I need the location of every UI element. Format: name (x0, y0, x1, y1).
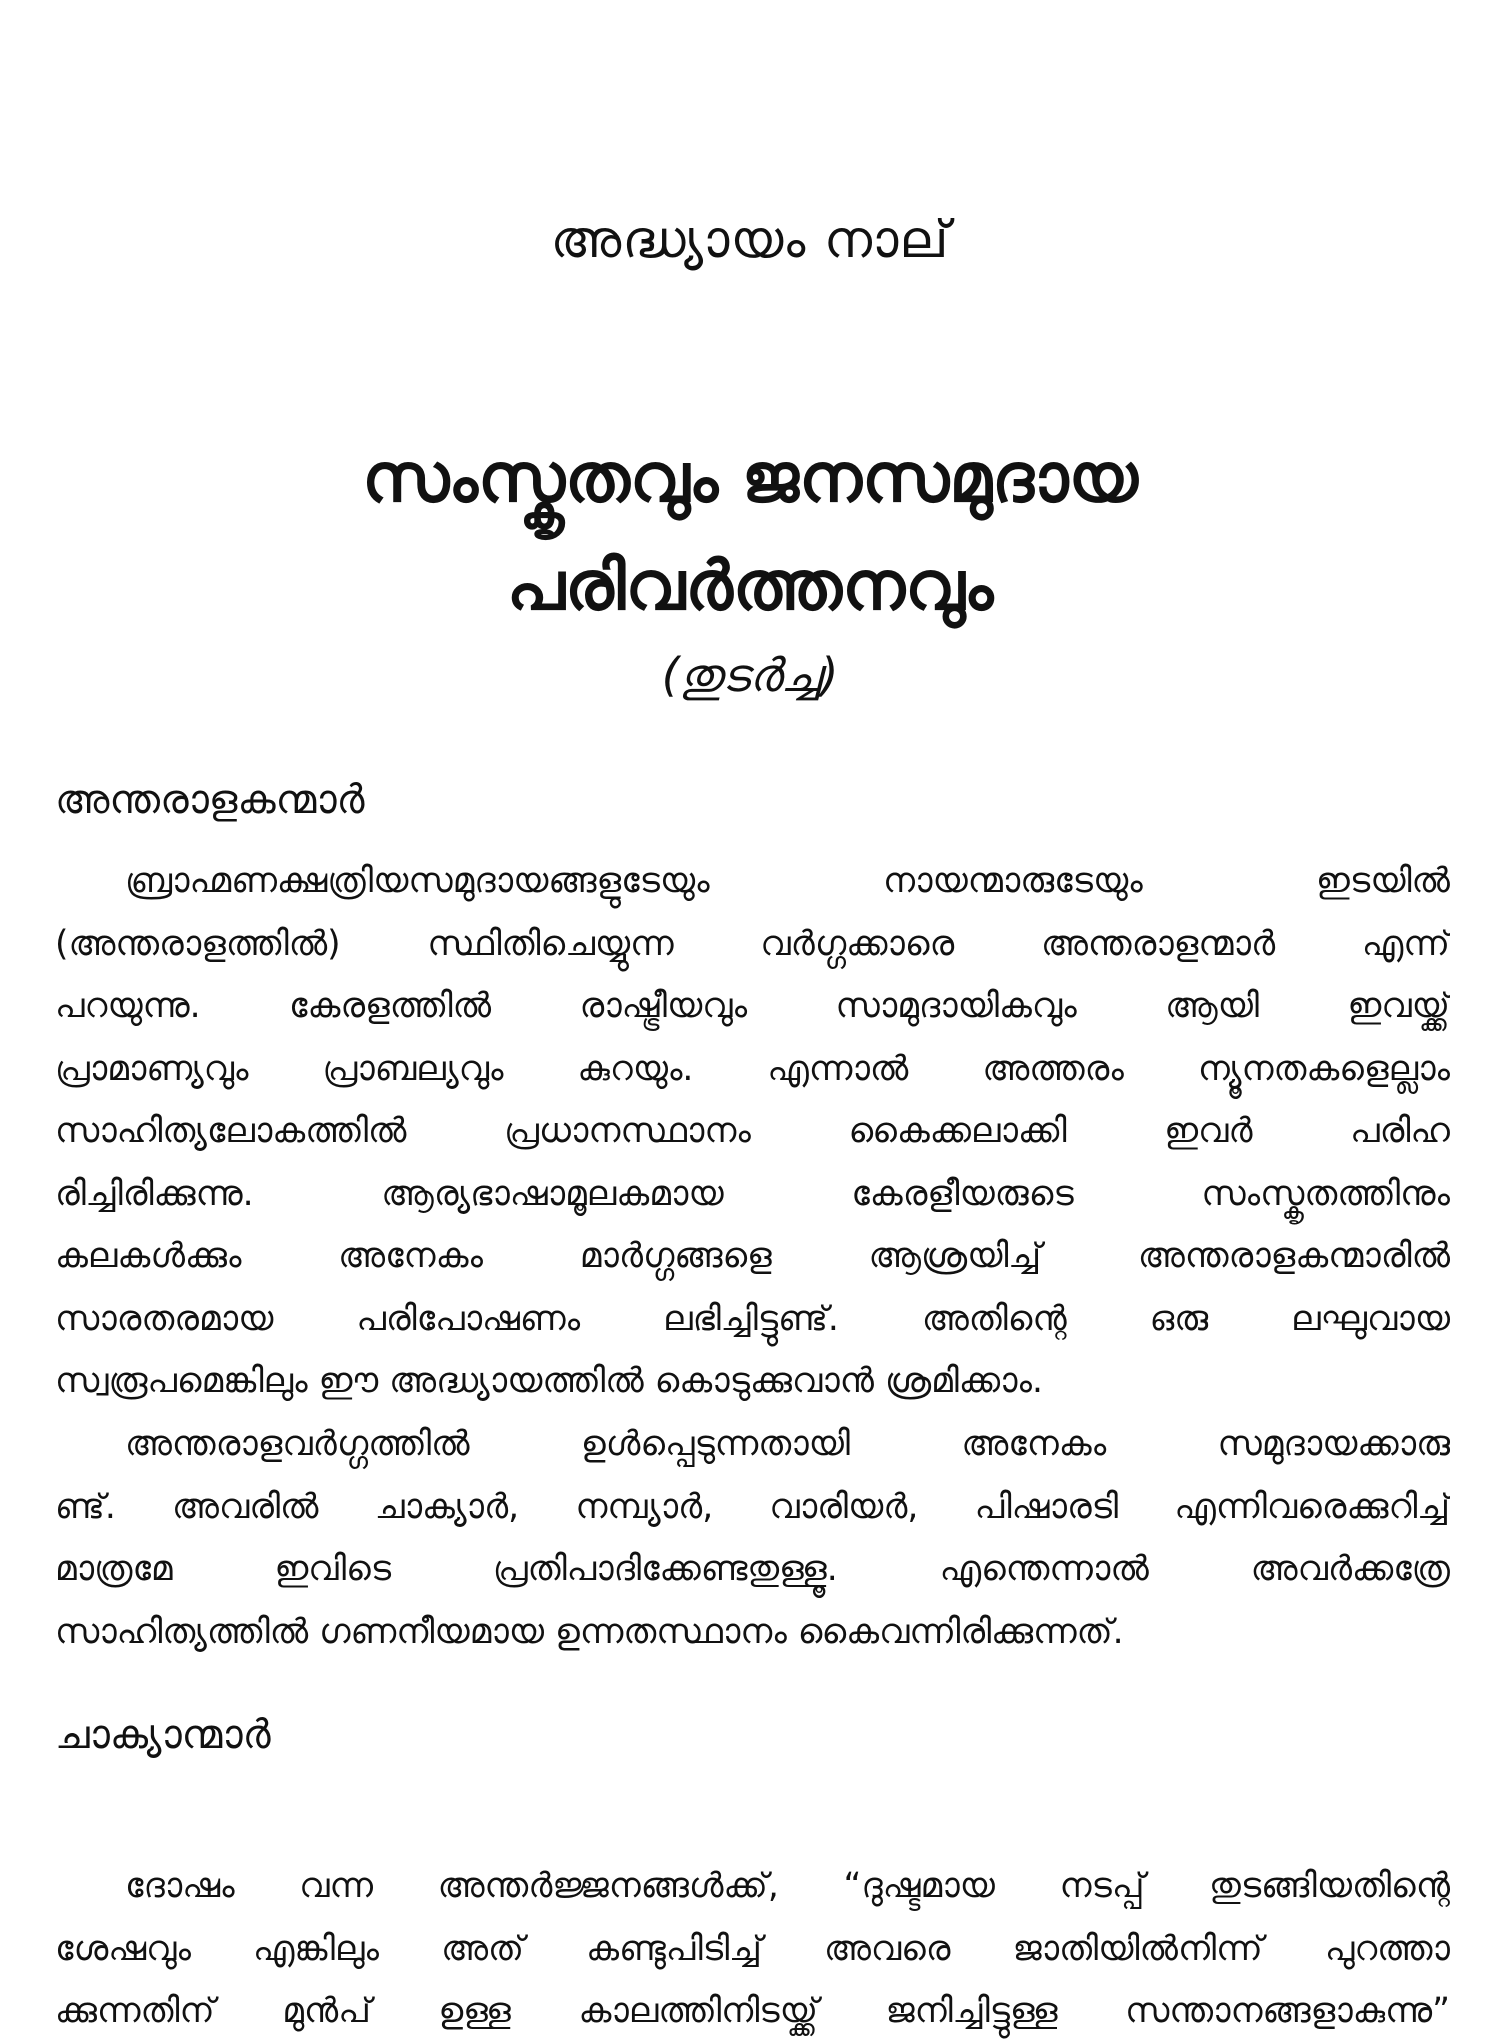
paragraph (55, 1413, 1450, 1663)
text-line: രിച്ചിരിക്കുന്നു. ആര്യഭാഷാമൂലകമായ കേരളീയരുടെ സംസ്കൃതത്തിനും (55, 1173, 1450, 1214)
chapter-heading: അദ്ധ്യായം നാല് (550, 210, 950, 270)
paragraph (55, 1855, 1450, 2043)
text-line: അന്തരാളവർഗ്ഗത്തിൽ ഉൾപ്പെടുന്നതായി അനേകം സമുദായക്കാരു (125, 1424, 1450, 1464)
text-line: സ്വരൂപമെങ്കിലും ഈ അദ്ധ്യായത്തിൽ കൊടുക്കുവാൻ ശ്രമിക്കാം. (55, 1361, 1043, 1401)
text-line: (അന്തരാളത്തിൽ) സ്ഥിതിചെയ്യുന്ന വർഗ്ഗക്കാരെ അന്തരാളന്മാർ എന്ന് (55, 923, 1450, 964)
chapter-title-line: പരിവർത്തനവും (506, 547, 994, 626)
text-line: സാഹിത്യലോകത്തിൽ പ്രധാനസ്ഥാനം കൈക്കലാക്കി ഇവർ പരിഹ (55, 1111, 1450, 1151)
text-line: മാത്രമേ ഇവിടെ പ്രതിപാദിക്കേണ്ടതുള്ളൂ. എന്തെന്നാൽ അവർക്കത്രേ (55, 1549, 1450, 1589)
chapter-subtitle: (തുടർച്ച) (661, 648, 839, 702)
section-heading-chakyanmar: ചാക്യാന്മാർ (55, 1712, 271, 1758)
text-line: ക്കുന്നതിന് മുൻപ് ഉള്ള കാലത്തിനിടയ്ക്ക് ജനിച്ചിട്ടുള്ള സന്താനങ്ങളാകുന്നു” (55, 1991, 1450, 2031)
text-line: പ്രാമാണ്യവും പ്രാബല്യവും കുറയും. എന്നാൽ അത്തരം ന്യൂനതകളെല്ലാം (55, 1048, 1450, 1089)
text-line: കലകൾക്കും അനേകം മാർഗ്ഗങ്ങളെ ആശ്രയിച്ച് അന്തരാളകന്മാരിൽ (55, 1236, 1450, 1276)
text-line: പറയുന്നു. കേരളത്തിൽ രാഷ്ട്രീയവും സാമുദായികവും ആയി ഇവയ്ക്ക് (55, 986, 1450, 1026)
text-line: സാരതരമായ പരിപോഷണം ലഭിച്ചിട്ടുണ്ട്. അതിന്റെ ഒരു ലഘുവായ (55, 1298, 1450, 1339)
chapter-title (0, 425, 1500, 641)
paragraph (55, 850, 1450, 1413)
text-line: ണ്ട്. അവരിൽ ചാക്യാർ, നമ്പ്യാർ, വാരിയർ, പിഷാരടി എന്നിവരെക്കുറിച്ച് (55, 1486, 1450, 1527)
text-line: ശേഷവും എങ്കിലും അത് കണ്ടുപിടിച്ച് അവരെ ജാതിയിൽനിന്ന് പുറത്താ (55, 1928, 1450, 1969)
text-line: ദോഷം വന്ന അന്തർജ്ജനങ്ങൾക്ക്, “ദുഷ്ടമായ നടപ്പ് തുടങ്ങിയതിന്റെ (125, 1866, 1450, 1906)
text-line: ബ്രാഹ്മണക്ഷത്രിയസമുദായങ്ങളുടേയും നായന്മാരുടേയും ഇടയിൽ (125, 861, 1450, 901)
section-heading-antharalakanmar: അന്തരാളകന്മാർ (55, 777, 365, 823)
chapter-title-line: സംസ്കൃതവും ജനസമുദായ (362, 439, 1138, 518)
text-line: സാഹിത്യത്തിൽ ഗണനീയമായ ഉന്നതസ്ഥാനം കൈവന്നിരിക്കുന്നത്. (55, 1611, 1124, 1652)
